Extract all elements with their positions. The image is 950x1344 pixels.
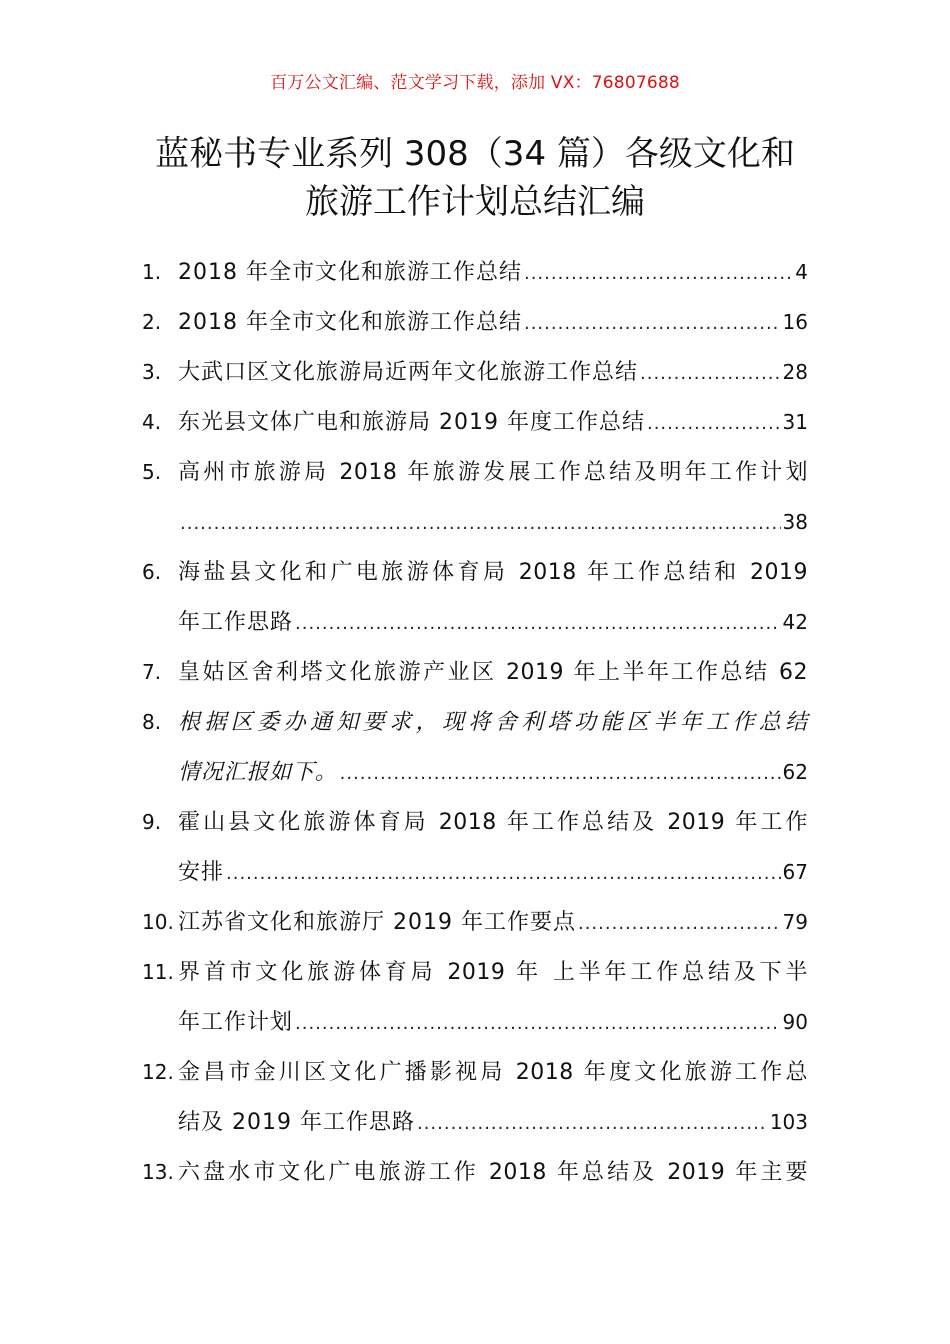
toc-entry-7[interactable]	[142, 652, 808, 702]
toc-entry-title-continued: 安排	[178, 860, 225, 885]
toc-entry-page: 67	[782, 860, 808, 884]
toc-leader-dots	[226, 854, 781, 894]
toc-entry-6[interactable]	[142, 552, 808, 652]
toc-entry-page: 79	[782, 910, 808, 934]
toc-entry-page: 62	[782, 760, 808, 784]
toc-entry-4[interactable]	[142, 402, 808, 452]
toc-entry-number: 2.	[142, 310, 162, 334]
toc-entry-number: 8.	[142, 710, 162, 734]
toc-entry-title: 金昌市金川区文化广播影视局 2018 年度文化旅游工作总	[178, 1060, 808, 1085]
toc-leader-dots	[524, 304, 781, 344]
toc-entry-13[interactable]	[142, 1152, 808, 1202]
toc-entry-9[interactable]	[142, 802, 808, 902]
toc-leader-dots	[417, 1104, 768, 1144]
document-title-line-2: 旅游工作计划总结汇编	[305, 182, 645, 222]
toc-entry-title-continued: 情况汇报如下。	[178, 760, 338, 785]
toc-entry-2[interactable]	[142, 302, 808, 352]
toc-entry-title: 高州市旅游局 2018 年旅游发展工作总结及明年工作计划	[178, 460, 808, 485]
toc-entry-number: 12.	[142, 1060, 174, 1084]
toc-entry-title: 东光县文体广电和旅游局 2019 年度工作总结	[178, 410, 645, 435]
toc-entry-title: 大武口区文化旅游局近两年文化旅游工作总结	[178, 360, 639, 385]
toc-entry-number: 11.	[142, 960, 174, 984]
toc-entry-8[interactable]	[142, 702, 808, 802]
toc-leader-dots	[340, 754, 781, 794]
toc-entry-title: 根据区委办通知要求，现将舍利塔功能区半年工作总结	[178, 710, 808, 735]
toc-entry-number: 1.	[142, 260, 162, 284]
toc-leader-dots	[640, 354, 781, 394]
toc-leader-dots	[647, 404, 781, 444]
toc-entry-page: 38	[782, 510, 808, 534]
document-title	[120, 130, 830, 226]
toc-entry-number: 3.	[142, 360, 162, 384]
toc-entry-page: 103	[769, 1110, 808, 1134]
header-note: 百万公文汇编、范文学习下载，添加 VX：76807688	[270, 73, 680, 93]
toc-leader-dots	[295, 1004, 781, 1044]
toc-leader-dots	[180, 504, 781, 544]
toc-entry-page: 42	[782, 610, 808, 634]
toc-entry-title-continued: 结及 2019 年工作思路	[178, 1110, 415, 1135]
toc-entry-title: 界首市文化旅游体育局 2019 年 上半年工作总结及下半	[178, 960, 808, 985]
toc-entry-title: 霍山县文化旅游体育局 2018 年工作总结及 2019 年工作	[178, 810, 808, 835]
toc-entry-number: 6.	[142, 560, 162, 584]
toc-entry-10[interactable]	[142, 902, 808, 952]
toc-entry-number: 9.	[142, 810, 162, 834]
toc-entry-title-continued: 年工作计划	[178, 1010, 294, 1035]
toc-entry-title: 江苏省文化和旅游厅 2019 年工作要点	[178, 910, 576, 935]
toc-entry-title: 海盐县文化和广电旅游体育局 2018 年工作总结和 2019	[178, 560, 808, 585]
toc-entry-page: 31	[782, 410, 808, 434]
toc-entry-title: 皇姑区舍利塔文化旅游产业区 2019 年上半年工作总结 62	[178, 660, 808, 685]
toc-entry-number: 10.	[142, 910, 174, 934]
toc-entry-title: 六盘水市文化广电旅游工作 2018 年总结及 2019 年主要	[178, 1160, 808, 1185]
toc-entry-1[interactable]	[142, 252, 808, 302]
toc-entry-page: 16	[782, 310, 808, 334]
toc-entry-11[interactable]	[142, 952, 808, 1052]
toc-entry-page: 28	[782, 360, 808, 384]
toc-leader-dots	[578, 904, 781, 944]
toc-entry-number: 4.	[142, 410, 162, 434]
table-of-contents	[142, 252, 808, 1202]
toc-entry-title: 2018 年全市文化和旅游工作总结	[178, 310, 522, 335]
toc-entry-title-continued: 年工作思路	[178, 610, 294, 635]
toc-entry-title: 2018 年全市文化和旅游工作总结	[178, 260, 522, 285]
toc-entry-page: 90	[782, 1010, 808, 1034]
document-title-line-1: 蓝秘书专业系列 308（34 篇）各级文化和	[155, 134, 795, 174]
toc-leader-dots	[524, 254, 793, 294]
toc-entry-number: 5.	[142, 460, 162, 484]
toc-entry-page: 4	[795, 260, 808, 284]
toc-entry-3[interactable]	[142, 352, 808, 402]
toc-leader-dots	[295, 604, 781, 644]
toc-entry-number: 13.	[142, 1160, 174, 1184]
toc-entry-12[interactable]	[142, 1052, 808, 1152]
toc-entry-number: 7.	[142, 660, 162, 684]
toc-entry-5[interactable]	[142, 452, 808, 552]
